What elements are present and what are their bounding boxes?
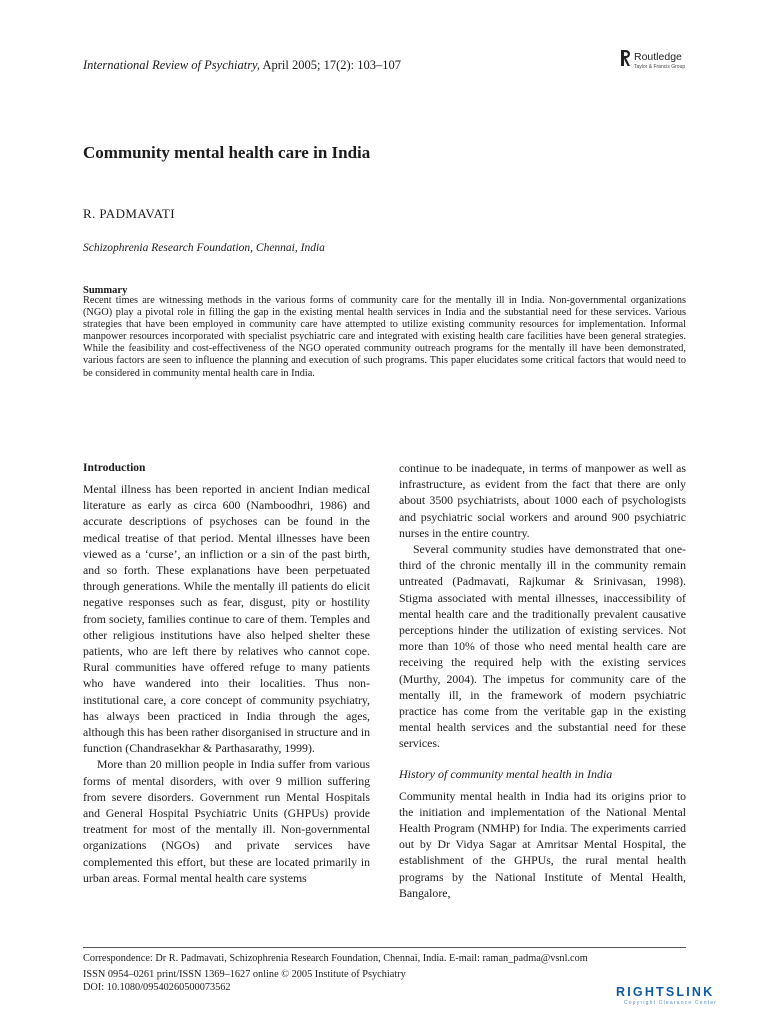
rightslink-sublabel: Copyright Clearance Center: [624, 1000, 718, 1006]
correspondence-note: Correspondence: Dr R. Padmavati, Schizophrenia Research Foundation, Chennai, India. E-mail: raman_padma@vsnl.com: [83, 953, 588, 964]
summary-text: Recent times are witnessing methods in the various forms of community care for the mentally ill in India. Non-governmental organizations (NGO) play a pivotal role in filling the gap in the existing mental health services in India and the substantial need for these services. Various strategies that have been employed in community care have attempted to utilize existing community resources for implementation. Informal manpower resources incorporated with specialist psychiatric care and integrated with existing health care facilities have been general strategies. While the feasibility and cost-effectiveness of the NGO operated community outreach programs for the mentally ill have been demonstrated, various factors are seen to influence the planning and execution of such programs. This paper elucidates some critical factors that would need to be considered in community mental health care in India.: [83, 295, 686, 379]
body-column-right: [399, 460, 686, 901]
issn-line: ISSN 0954–0261 print/ISSN 1369–1627 online © 2005 Institute of Psychiatry: [83, 969, 406, 980]
paragraph: More than 20 million people in India suffer from various forms of mental disorders, with over 9 million suffering from severe disorders. Government run Mental Hospitals and General Hospital Psychiatric Units (GHPUs) provide treatment for most of the mentally ill. Non-governmental organizations (NGOs) and private services have complemented this effort, but these are located primarily in urban areas. Formal mental health care systems: [83, 757, 370, 885]
journal-name: International Review of Psychiatry,: [83, 58, 261, 72]
routledge-r-icon: [620, 50, 631, 66]
rightslink-logo[interactable]: [616, 985, 756, 1011]
author-affiliation: Schizophrenia Research Foundation, Chennai, India: [83, 242, 325, 254]
section-heading-introduction: Introduction: [83, 462, 146, 474]
paragraph: Community mental health in India had its origins prior to the initiation and implementation of the National Mental Health Program (NMHP) for India. The experiments carried out by Dr Vidya Sagar at Amritsar Mental Hospital, the establishment of the GHPUs, the rural mental health programs by the National Institute of Mental Health, Bangalore,: [399, 788, 686, 900]
paragraph: continue to be inadequate, in terms of manpower as well as infrastructure, as evident from the fact that there are only about 3500 psychiatrists, about 1000 each of psychologists and psychiatric social workers and around 900 psychiatric nurses in the entire country.: [399, 461, 686, 540]
journal-issue: April 2005; 17(2): 103–107: [260, 58, 402, 72]
footer-divider: [83, 947, 686, 948]
doi-line: DOI: 10.1080/09540260500073562: [83, 982, 231, 993]
publisher-logo: [620, 50, 700, 78]
section-heading-history: History of community mental health in India: [399, 766, 613, 781]
publisher-subtitle: Taylor & Francis Group: [634, 64, 686, 70]
author-name: R. PADMAVATI: [83, 206, 175, 221]
paragraph: Several community studies have demonstrated that one-third of the chronic mentally ill in the community remain untreated (Padmavati, Rajkumar & Srinivasan, 1998). Stigma associated with mental illnesses, inaccessibility of mental health care and the traditionally prevalent causative perceptions hinder the utilization of existing services. Not more than 10% of those who need mental health care are receiving the required help with the existing services (Murthy, 2004). The impetus for community care of the mentally ill, in the framework of modern psychiatric practice has come from the veritable gap in the existing mental health services and the substantial need for these services.: [399, 542, 686, 751]
summary-heading: Summary: [83, 285, 128, 296]
rightslink-label: RIGHTSLINK: [616, 985, 715, 999]
body-column-left: [83, 460, 370, 886]
journal-citation: [83, 58, 401, 73]
article-title: Community mental health care in India: [83, 143, 371, 162]
publisher-name: Routledge: [634, 51, 682, 63]
paragraph: Mental illness has been reported in ancient Indian medical literature as early as circa 600 (Namboodhri, 1986) and accurate descriptions of psychoses can be found in the medical treatise of that period. Mental illnesses have been viewed as a ‘curse’, an infliction or a sin of the past birth, and so forth. These explanations have been perpetuated through generations. While the mentally ill patients do elicit negative responses such as fear, disgust, pity or hostility from society, families continue to care of them. Temples and other religious institutions have also helped shelter these patients, who are left there by relatives who cannot cope. Rural communities have offered refuge to many patients who have wandered into their localities. Thus non-institutional care, a core concept of community psychiatry, has always been practiced in India through the ages, although this has been rather disorganised in structure and in function (Chandrasekhar & Parthasarathy, 1999).: [83, 482, 370, 756]
